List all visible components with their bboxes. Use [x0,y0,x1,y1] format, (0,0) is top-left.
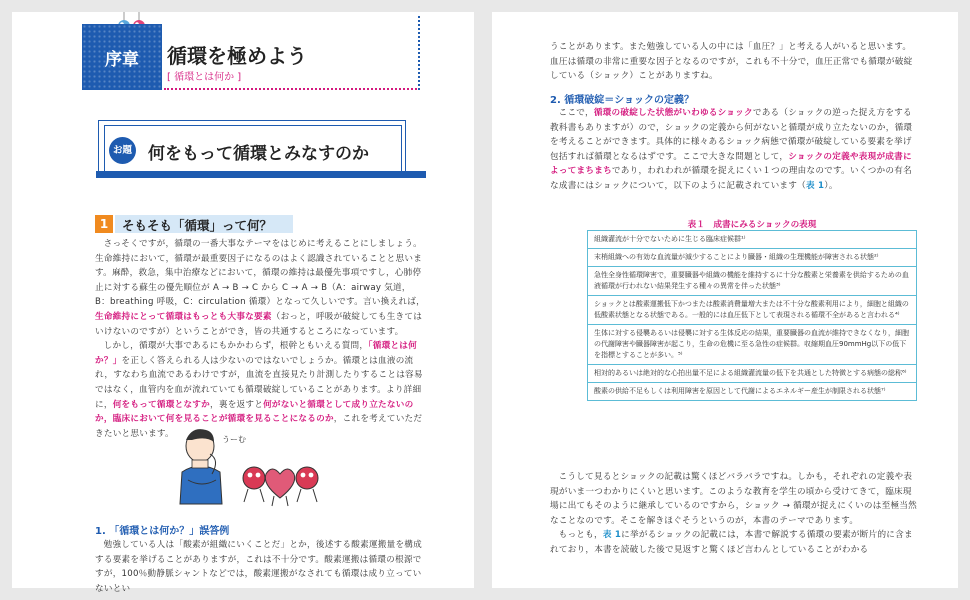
table-cell: 組織灌流が十分でないために生じる臨床症候群¹⁾ [588,231,917,249]
chapter-label: 序章 [105,50,139,70]
table-cell: 相対的あるいは絶対的な心拍出量不足による組織灌流量の低下を共通とした特徴とする病態の総称⁶⁾ [588,365,917,383]
emphasis-text: 「循環とは何か？」 [95,341,417,366]
left-body-text-2 [95,538,425,596]
table-cell: 末梢組織への有効な血流量が減少することにより臓器・組織の生理機能が障害される状態²⁾ [588,249,917,267]
emphasis-text: 循環の破綻した状態がいわゆるショック [593,108,753,118]
table-row [588,383,917,401]
dotted-divider [164,88,420,90]
emphasis-text: 何をもって循環となすか [112,399,210,410]
right-body-text-top [550,40,918,84]
topic-badge: お題 [109,137,136,164]
right-page [492,12,958,588]
text-run: である（ショックの逆った捉え方をする教科書もありますが）ので，ショックの定義から何がないと循環が成り立たないのか，循環を考えることができます。具体的に様々あるショック病態で循環が破綻している要素を挙げ包括すれば循環となるはずです。ここで大きな問題として， [550,108,913,162]
paragraph [550,106,918,194]
chapter-subtitle: [ 循環とは何か ] [167,72,242,83]
table-cell: 急性全身性循環障害で，重要臓器や組織の機能を維持するに十分な酸素と栄養素を供給するための血液循環が行われない結果発生する種々の異常を伴った状態³⁾ [588,267,917,296]
paragraph [550,40,918,84]
section-number: 1 [95,215,113,233]
emphasis-text: 生命維持にとって循環はもっとも大事な要素 [95,311,272,322]
emphasis-text: 何がないと循環として成り立たないのか，臨床において何を見ることが循環を見ることになるのか [95,399,414,425]
text-run: ，これを考えていただきたいと思います。 [95,414,423,439]
text-run: ，裏を返すと [210,399,264,410]
text-run: であり，われわれが循環を捉えにくい１つの理由なのです。いくつかの有名な成書にはショックについて，以下のように記載されています（ [550,166,912,191]
text-run: うことがあります。また勉強している人の中には「血圧？」と考える人がいると思います。血圧は循環の非常に重要な因子となるのですが，これも不十分で，血圧正常でも循環が破綻している（ショック）ことがありますね。 [550,42,913,82]
emphasis-text: 表 1 [805,180,825,191]
right-body-text-bottom [550,470,918,558]
text-run: さっそくですが，循環の一番大事なテーマをはじめに考えることにしましょう。生命維持において，循環が最重要因子になるのはよく認識されていることと思います。麻酔，救急，集中治療などにおいて，循環の維持は最優先事項ですし，心肺停止に対する蘇生の優先順位が A → B → C から C → A → B（A：airway 気道，B：breathing 呼吸，C：circulation 循環）となって久しいです。言い換えれば， [95,239,425,308]
text-run: ここで， [558,108,594,118]
table-row [588,296,917,325]
text-run: しかし，循環が大事であるにもかかわらず，根幹ともいえる質問， [103,341,369,352]
right-body-text [550,106,918,194]
thinking-doctor-illustration [162,424,322,514]
table-row [588,267,917,296]
text-run: 勉強している人は「酸素が組織にいくことだ」とか，後述する酸素運搬量を構成する要素を挙げることがありますが，これは不十分です。酸素運搬は循環の根源ですが，100％動静脈シャントなどでは，酸素運搬がなされても循環は成り立っていないとい [95,540,422,594]
heart-character [296,467,318,502]
emphasis-text: ショックの定義や表現が成書によってまちまち [550,151,912,177]
table-row [588,365,917,383]
emphasis-text: 表 1 [602,530,622,541]
illustration-caption: うーむ [222,435,246,444]
table-title: 表１ 成書にみるショックの表現 [687,220,817,230]
topic-title: 何をもって循環とみなすのか [148,144,369,164]
table-row [588,325,917,365]
left-page [12,12,474,594]
heart-character [243,467,265,502]
section-title: そもそも「循環」って何？ [122,218,273,233]
paragraph [550,528,918,557]
shock-definition-table [587,230,917,401]
subheading-2: 2. 循環破綻＝ショックの定義？ [550,95,695,106]
topic-underbar [96,171,426,178]
chapter-title: 循環を極めよう [167,44,307,68]
text-run: に挙がるショックの記載には，本書で解説する循環の要素が断片的に含まれており，本書を読破した後で見返すと驚くほど言わんとしていることがわかる [550,530,913,555]
paragraph [550,470,918,528]
table-cell: 酸素の供給不足もしくは利用障害を原因として代謝によるエネルギー産生が制限される状態⁷⁾ [588,383,917,401]
text-run: ）。 [824,180,838,191]
text-run: を正しく答えられる人は少ないのではないでしょうか。循環とは血液の流れ，すなわち血流であるわけですが，血流を直接見たり計測したりすることは容易ではなく，血管内を血が流れていても循環破綻していることがあります。より詳細に， [95,355,423,410]
text-run: もっとも， [558,530,603,541]
left-body-text [95,237,425,441]
table-cell: 生体に対する侵襲あるいは侵襲に対する生体反応の結果，重要臓器の血流が維持できなくなり，細胞の代謝障害や臓器障害が起こり，生命の危機に至る急性の症候群。収縮期血圧90mmHg以下の低下を指標とすることが多い。⁵⁾ [588,325,917,365]
text-run: こうして見るとショックの記載は驚くほどバラバラですね。しかも，それぞれの定義や表現がいま一つわかりにくいと思います。このような教育を学生の頃から受けてきて，臨床現場に出てもそのように継承しているのですから，ショック → 循環が捉えにくいのは至極当然なことなのです。そこを解きほぐそうというのが，本書のテーマであります。 [550,472,917,526]
text-run: （おっと，呼吸が破綻しても生きてはいけないのですが）ということができ，皆の共通するところになっています。 [95,311,423,337]
paragraph [95,538,425,596]
table-cell: ショックとは酸素運搬低下かつまたは酸素消費量増大または不十分な酸素利用により，細胞と組織の低酸素状態となる状態である。一般的には血圧低下として表現される循環不全があると言われる⁴⁾ [588,296,917,325]
table-row [588,249,917,267]
dotted-divider-vertical [418,16,420,90]
paragraph [95,237,425,339]
doctor-figure [180,429,222,504]
subheading-1: 1. 「循環とは何か？」誤答例 [95,526,230,537]
heart-character [265,469,294,506]
table-row [588,231,917,249]
